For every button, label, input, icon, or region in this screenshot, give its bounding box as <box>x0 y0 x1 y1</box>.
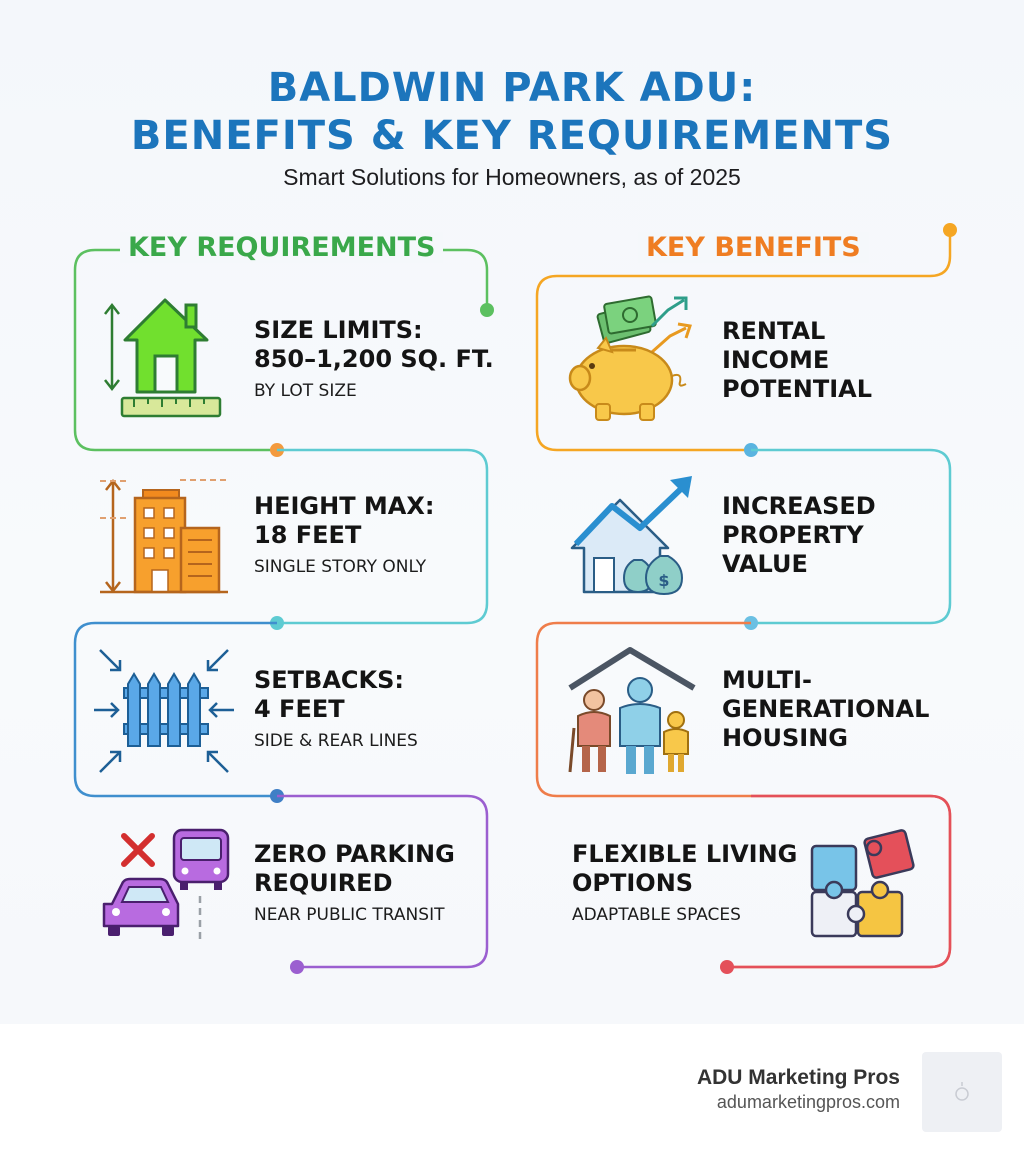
requirement-3-sub: SIDE & REAR LINES <box>254 731 418 751</box>
requirement-1-sub: BY LOT SIZE <box>254 381 357 401</box>
family-under-roof-icon <box>570 650 694 774</box>
piggy-bank-money-icon <box>570 296 690 420</box>
fence-setback-icon <box>94 650 234 772</box>
requirement-2-line2: 18 FEET <box>254 521 362 549</box>
benefit-2-line2: PROPERTY <box>722 521 864 549</box>
requirement-1-line1: SIZE LIMITS: <box>254 316 423 344</box>
requirement-3-line1: SETBACKS: <box>254 666 405 694</box>
brand-logo <box>922 1052 1002 1132</box>
requirement-3-line2: 4 FEET <box>254 695 345 723</box>
requirement-4-line2: REQUIRED <box>254 869 393 897</box>
requirement-4-sub: NEAR PUBLIC TRANSIT <box>254 905 445 925</box>
benefits-heading: KEY BENEFITS <box>638 232 869 263</box>
benefit-2-line1: INCREASED <box>722 492 876 520</box>
brand-logo-icon <box>922 1052 1002 1132</box>
dot-red <box>720 960 734 974</box>
page-title-line2: BENEFITS & KEY REQUIREMENTS <box>130 113 894 159</box>
requirement-4-line1: ZERO PARKING <box>254 840 455 868</box>
brand-url[interactable]: adumarketingpros.com <box>716 1092 900 1112</box>
benefit-4-sub: ADAPTABLE SPACES <box>572 905 741 925</box>
benefit-4-line2: OPTIONS <box>572 869 694 897</box>
page-subtitle: Smart Solutions for Homeowners, as of 2025 <box>283 164 741 190</box>
benefit-4-line1: FLEXIBLE LIVING <box>572 840 798 868</box>
footer <box>0 1024 1024 1154</box>
svg-text:$: $ <box>658 571 670 590</box>
benefit-1-line1: RENTAL <box>722 317 826 345</box>
benefit-1-line2: INCOME <box>722 346 830 374</box>
building-height-icon <box>100 480 228 592</box>
house-ruler-icon <box>105 300 220 416</box>
requirement-1-line2: 850–1,200 SQ. FT. <box>254 345 494 373</box>
requirement-2-line1: HEIGHT MAX: <box>254 492 435 520</box>
benefit-2-line3: VALUE <box>722 550 808 578</box>
benefit-3-line1: MULTI- <box>722 666 812 694</box>
puzzle-pieces-icon <box>812 830 914 936</box>
benefit-3-line2: GENERATIONAL <box>722 695 930 723</box>
benefit-1-line3: POTENTIAL <box>722 375 873 403</box>
brand-name: ADU Marketing Pros <box>696 1066 900 1089</box>
dot-purple <box>290 960 304 974</box>
connector-green-top <box>440 250 487 310</box>
dot-green <box>480 303 494 317</box>
house-value-arrow-icon <box>572 476 692 594</box>
requirement-2-sub: SINGLE STORY ONLY <box>254 557 427 577</box>
page-title-line1: BALDWIN PARK ADU: <box>267 65 757 111</box>
car-bus-icon <box>104 830 228 940</box>
requirements-heading: KEY REQUIREMENTS <box>120 232 443 263</box>
benefit-3-line3: HOUSING <box>722 724 848 752</box>
